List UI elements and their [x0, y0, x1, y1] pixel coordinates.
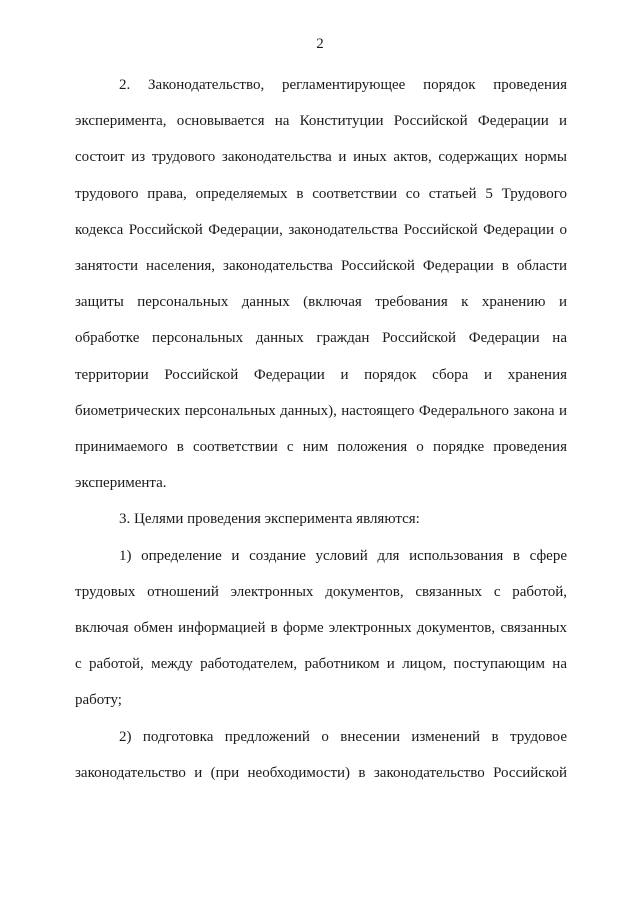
page-number: 2	[316, 36, 324, 52]
paragraph-goal-2: 2) подготовка предложений о внесении изменений в трудовое законодательство и (при необходимости) в законодательство Российской	[75, 728, 567, 781]
paragraph-legislation: 2. Законодательство, регламентирующее порядок проведения эксперимента, основывается на Конституции Российской Федерации и состоит из трудового законодательства и иных актов, содержащих нормы трудового права, определяемых в соответствии со статьей 5 Трудового кодекса Российской Федерации, законодательства Российской Федерации о занятости населения, законодательства Российской Федерации в области защиты персональных данных (включая требования к хранению и обработке персональных данных граждан Российской Федерации на территории Российской Федерации и порядок сбора и хранения биометрических персональных данных), настоящего Федерального закона и принимаемого в соответствии с ним положения о порядке проведения эксперимента.	[75, 77, 567, 492]
paragraph-goals-heading: 3. Целями проведения эксперимента являются:	[119, 511, 420, 528]
paragraph-goal-1: 1) определение и создание условий для использования в сфере трудовых отношений электронных документов, связанных с работой, включая обмен информацией в форме электронных документов, связанных с работой, между работодателем, работником и лицом, поступающим на работу;	[75, 547, 567, 709]
document-body	[75, 67, 567, 791]
